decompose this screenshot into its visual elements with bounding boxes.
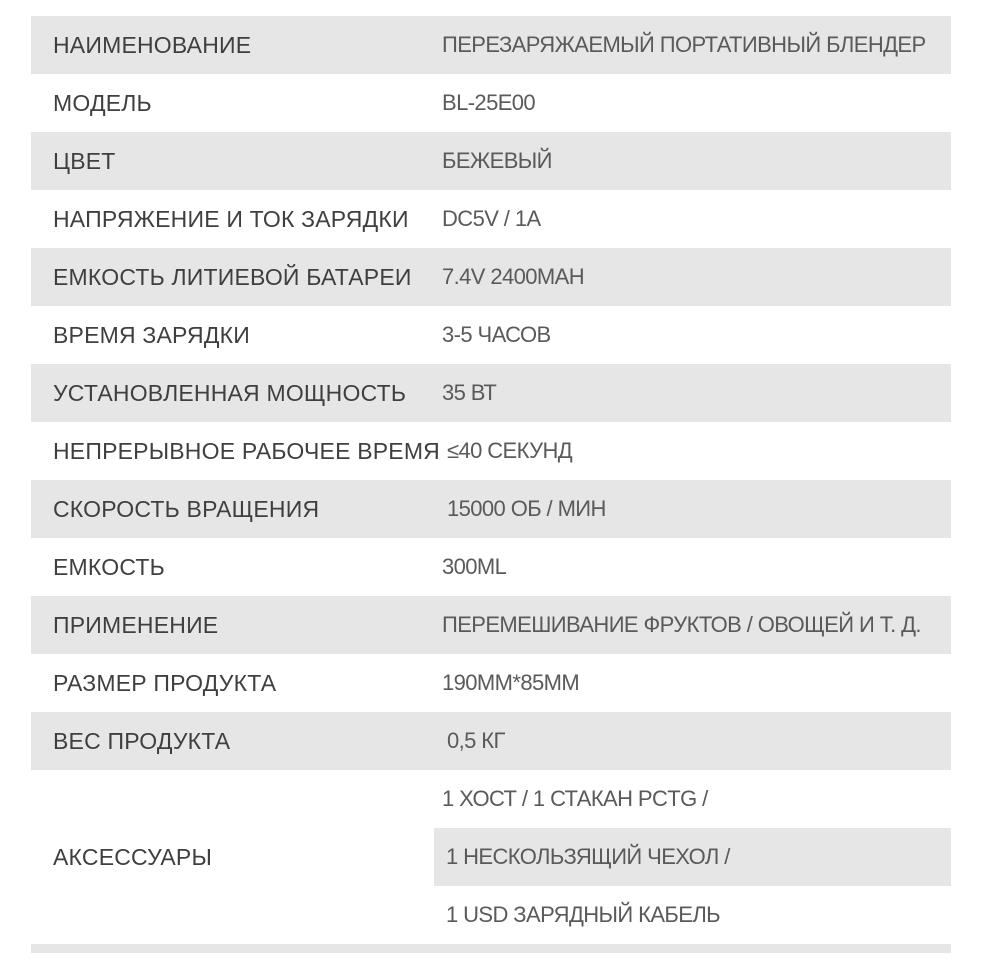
spec-label: ЦВЕТ (53, 147, 116, 174)
spec-value: БЕЖЕВЫЙ (442, 148, 552, 173)
spec-value: ПЕРЕЗАРЯЖАЕМЫЙ ПОРТАТИВНЫЙ БЛЕНДЕР (442, 32, 926, 57)
spec-table (31, 16, 951, 953)
table-bottom-divider (31, 944, 951, 953)
spec-row-charging-voltage (31, 190, 951, 248)
accessory-line (434, 770, 951, 828)
spec-row-accessories (31, 770, 951, 944)
spec-label: ВРЕМЯ ЗАРЯДКИ (53, 321, 250, 348)
spec-label: МОДЕЛЬ (53, 89, 152, 116)
spec-row-product-size (31, 654, 951, 712)
spec-label: ЕМКОСТЬ (53, 553, 165, 580)
accessory-line (434, 886, 951, 944)
spec-value: BL-25E00 (442, 90, 536, 115)
spec-label: НАПРЯЖЕНИЕ И ТОК ЗАРЯДКИ (53, 205, 409, 232)
spec-label: НАИМЕНОВАНИЕ (53, 31, 252, 58)
spec-row-color (31, 132, 951, 190)
spec-row-charging-time (31, 306, 951, 364)
spec-value: 0,5 КГ (447, 728, 505, 753)
accessory-text: 1 ХОСТ / 1 СТАКАН PCTG / (442, 786, 708, 811)
spec-label: УСТАНОВЛЕННАЯ МОЩНОСТЬ (53, 379, 407, 406)
spec-label: РАЗМЕР ПРОДУКТА (53, 669, 277, 696)
spec-label: СКОРОСТЬ ВРАЩЕНИЯ (53, 495, 320, 522)
spec-value: 3-5 ЧАСОВ (442, 322, 551, 347)
spec-row-power (31, 364, 951, 422)
spec-value: 35 ВТ (442, 380, 497, 405)
spec-row-rotation-speed (31, 480, 951, 538)
accessory-text: 1 НЕСКОЛЬЗЯЩИЙ ЧЕХОЛ / (446, 844, 730, 869)
spec-row-name (31, 16, 951, 74)
spec-value: 300ML (442, 554, 507, 579)
spec-label: ВЕС ПРОДУКТА (53, 727, 231, 754)
spec-row-capacity (31, 538, 951, 596)
spec-row-continuous-time (31, 422, 951, 480)
spec-value: ≤40 СЕКУНД (447, 438, 573, 463)
spec-value: ПЕРЕМЕШИВАНИЕ ФРУКТОВ / ОВОЩЕЙ И Т. Д. (442, 612, 921, 637)
spec-value: DC5V / 1A (442, 206, 541, 231)
spec-label: ЕМКОСТЬ ЛИТИЕВОЙ БАТАРЕИ (53, 263, 412, 290)
spec-label: АКСЕССУАРЫ (53, 843, 213, 870)
spec-row-battery-capacity (31, 248, 951, 306)
spec-row-product-weight (31, 712, 951, 770)
accessory-text: 1 USD ЗАРЯДНЫЙ КАБЕЛЬ (446, 902, 721, 927)
spec-row-application (31, 596, 951, 654)
spec-value: 190MM*85MM (442, 670, 580, 695)
spec-row-model (31, 74, 951, 132)
spec-label: НЕПРЕРЫВНОЕ РАБОЧЕЕ ВРЕМЯ (53, 437, 440, 464)
spec-value: 7.4V 2400MAH (442, 264, 584, 289)
spec-value: 15000 ОБ / МИН (447, 496, 606, 521)
accessory-line (434, 828, 951, 886)
spec-label: ПРИМЕНЕНИЕ (53, 611, 219, 638)
